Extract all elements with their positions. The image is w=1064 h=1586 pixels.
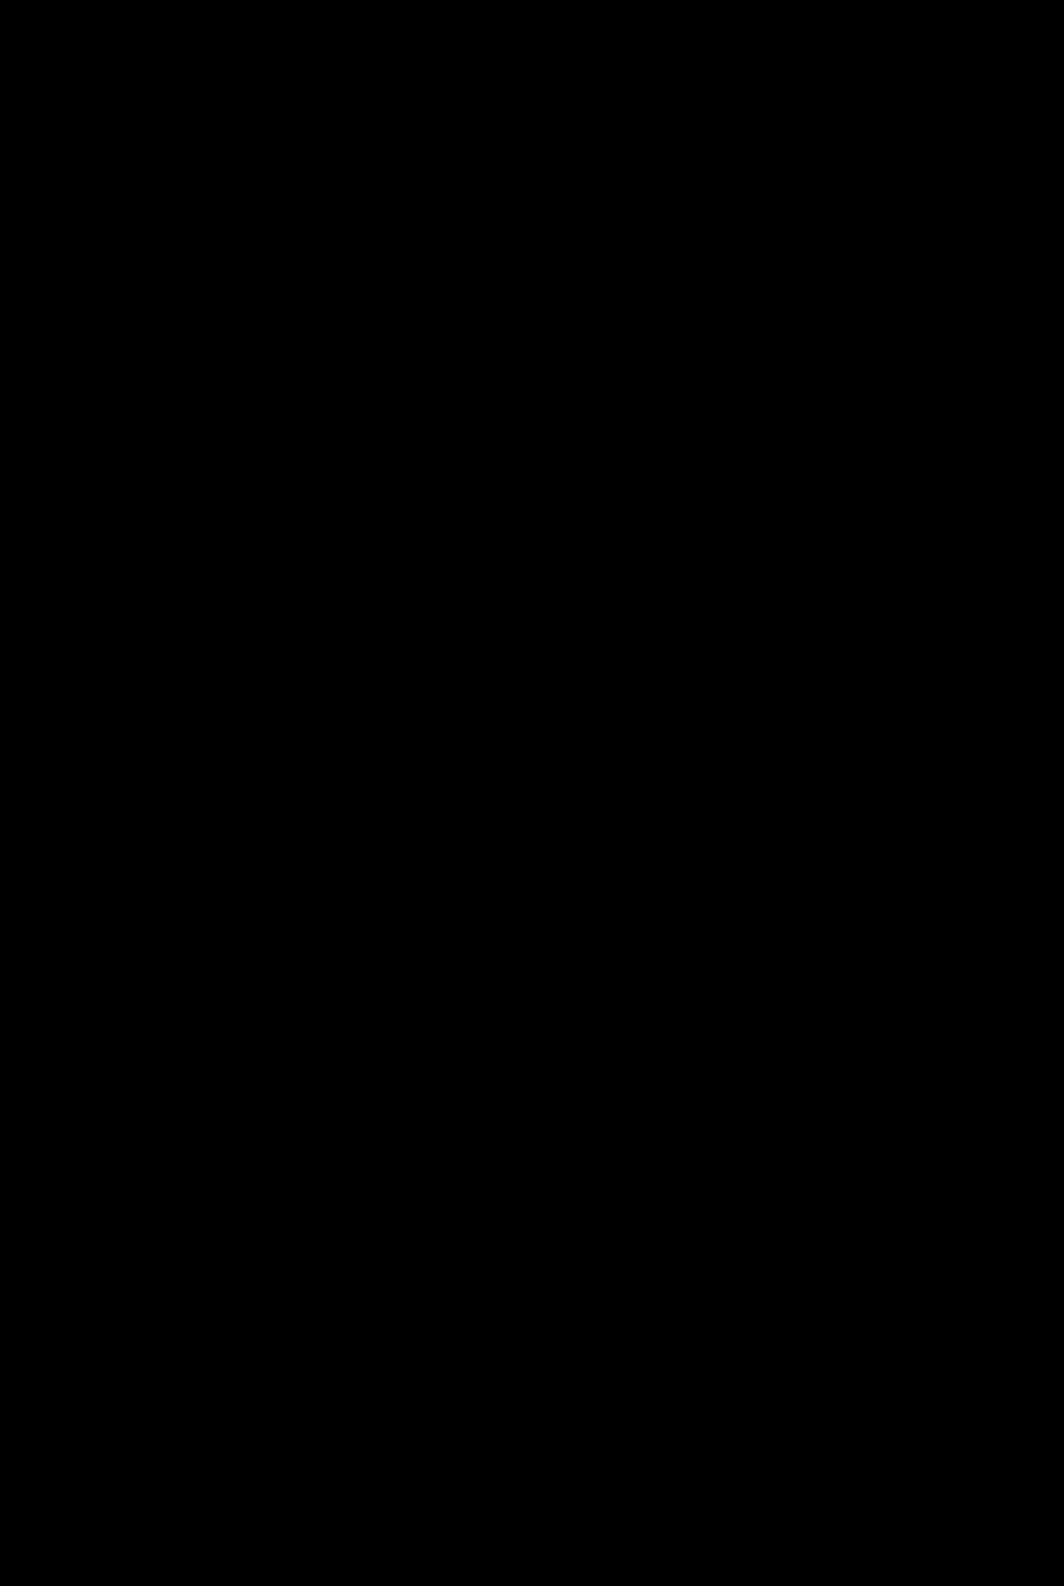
note10-liability-2018: $1,022,506 [962, 1136, 1052, 1158]
note7-total-rule-2018-double [872, 455, 1010, 456]
note10-final-label: Present value of benefit obligation [100, 1286, 391, 1308]
note7-row-2019: 61,289 [775, 343, 830, 365]
note7-title: ACCOUNTS PAYABLE AND ACCRUED EXPENSES [70, 207, 522, 228]
note9-title: DEFERRED INCOME [80, 765, 266, 786]
note7-row-2018: $90,150 [937, 316, 1002, 338]
note7-number: 7. [24, 208, 38, 228]
note9-number: 9. [24, 766, 38, 786]
note7-total-2019: $589,824 [755, 426, 830, 448]
note7-row-2018: 274,467 [937, 397, 1002, 419]
note7-row-label: Due to the Securities Commission [100, 343, 374, 365]
note7-row-2018: - [995, 370, 1002, 392]
note7-col-2018: 2018 [962, 262, 1002, 284]
note10-assets-row-2019: $375,771 [795, 1231, 870, 1253]
note10-final-underline-2019 [734, 1311, 884, 1312]
note7-total-rule-2019 [700, 451, 842, 452]
note7-total-2018: $364,617 [927, 426, 1002, 448]
note10-liability-2019: $1,081,231 [780, 1136, 870, 1158]
note10-row-2018: $1,022,506 [962, 1081, 1052, 1103]
note10-final-rule-2018 [916, 1283, 1062, 1284]
note7-total-rule-2019-double [700, 455, 842, 456]
note8-number: 8. [24, 516, 38, 536]
note7-row-2019: 160,496 [765, 370, 830, 392]
continued-label: (Continued) [951, 1346, 1052, 1368]
note10-final-2018: $656,244 [977, 1286, 1052, 1308]
note7-total-label: Total accounts payable and accrued expenses [100, 426, 485, 448]
note7-subtotal-rule-2019 [700, 423, 842, 424]
note10-intro: The amount recognised in the statement of financial position, relating to the defined benefit pension entitlements, were determined as follows: [100, 982, 900, 1031]
note10-assets-row-label: Present value of the amount due from The Government [136, 1231, 578, 1253]
note10-col-2018: 2018 [1012, 1028, 1052, 1050]
note7-row-label: VAT payable to the Government [100, 316, 359, 338]
note7-total-rule-2018 [872, 451, 1010, 452]
note7-row-label: Accrued expenses [100, 397, 245, 419]
note7-row-2019: 236,682 [765, 397, 830, 419]
note10-assets-heading: Assets recognised in the statement of financial position [100, 1204, 542, 1226]
note10-final-underline-2018 [916, 1311, 1062, 1312]
note10-subtotal-rule-2018 [916, 1134, 1062, 1135]
note7-row-label: Due to Poinciana SPV [100, 370, 280, 392]
note10-final-2019: $705,460 [795, 1286, 870, 1308]
note10-row-2019: - [863, 1108, 870, 1130]
note10-row-2019: $1,081,231 [780, 1081, 870, 1103]
note7-row-2019: $131,357 [755, 316, 830, 338]
note10-title: STAFF PENSION FUND [80, 929, 289, 950]
header-divider [22, 176, 1004, 177]
note10-row-label: Fair value of assets [100, 1108, 254, 1130]
note7-subtotal-rule-2018 [872, 423, 1010, 424]
note10-col-2019: 2019 [830, 1028, 870, 1050]
note7-row-2018: - [995, 343, 1002, 365]
report-subtitle: Notes to the Financial Statements [24, 120, 330, 141]
note8-title: FUNDS HELD ON BEHALF OF LICENSEE [80, 515, 451, 536]
note10-row-label: Present value of benefit obligation [100, 1081, 376, 1103]
note10-final-rule-2019 [734, 1283, 884, 1284]
report-title: INSURANCE COMMISSION OF THE BAHAMAS [24, 89, 533, 115]
note10-subtotal-rule-2019 [734, 1134, 884, 1135]
note10-number: 10. [24, 930, 47, 950]
note8-paragraph: Funds held on behalf of a licensee of $140,555 (2018: $113,553) relates to a deposit prescribed under section 43(1) of the Insurance Act. Section 43 requires any company that wishes to be registered and carry on any class of insurance to deposit, with the Commission or with an approved financial institution on behalf of the Commission, the prescribed deposit. These funds are held at cost. [80, 567, 1002, 670]
note9-paragraph: Deferred income of $165,458 (2018: $162,158) relates to fee income received during the year in respect of future financial periods. [80, 820, 1002, 869]
note7-col-2019: 2019 [790, 262, 830, 284]
note10-assets-row-2018: $366,262 [977, 1231, 1052, 1253]
note10-row-2018: - [1045, 1108, 1052, 1130]
note10-liability-label: Liability recognised in the statement of financial position [100, 1136, 585, 1158]
